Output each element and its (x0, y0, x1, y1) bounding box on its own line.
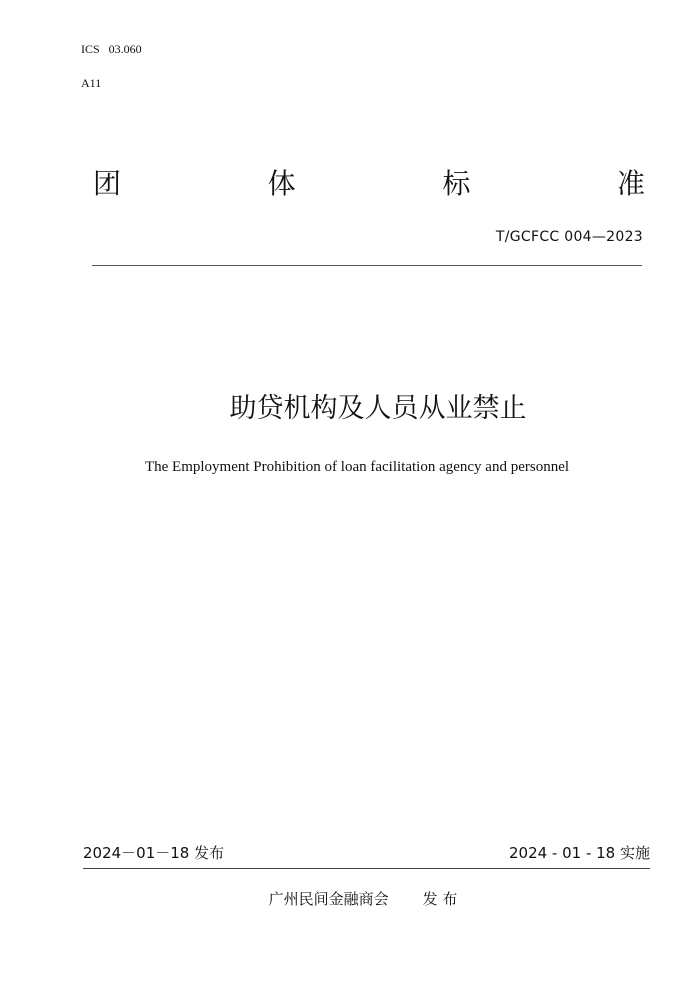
document-title-zh: 助贷机构及人员从业禁止 (229, 393, 527, 424)
top-divider (92, 265, 642, 266)
standard-type-char: 体 (267, 167, 296, 200)
publisher-line (0, 889, 700, 909)
standard-number: T/GCFCC 004—2023 (495, 229, 643, 245)
bottom-divider (83, 868, 650, 869)
ics-code: ICS 03.060 (81, 42, 142, 56)
standard-type-heading (93, 166, 645, 202)
standard-type-char: 准 (616, 167, 645, 200)
standard-type-char: 团 (93, 167, 122, 200)
implementation-date: 2024 - 01 - 18 实施 (508, 844, 650, 862)
standard-type-char: 标 (442, 167, 471, 200)
publish-action: 发 布 (422, 890, 458, 908)
classification-code: A11 (81, 76, 102, 90)
publisher-name: 广州民间金融商会 (268, 890, 389, 908)
document-title-en: The Employment Prohibition of loan facilitation agency and personnel (144, 459, 570, 475)
issue-date: 2024－01－18 发布 (83, 844, 225, 862)
